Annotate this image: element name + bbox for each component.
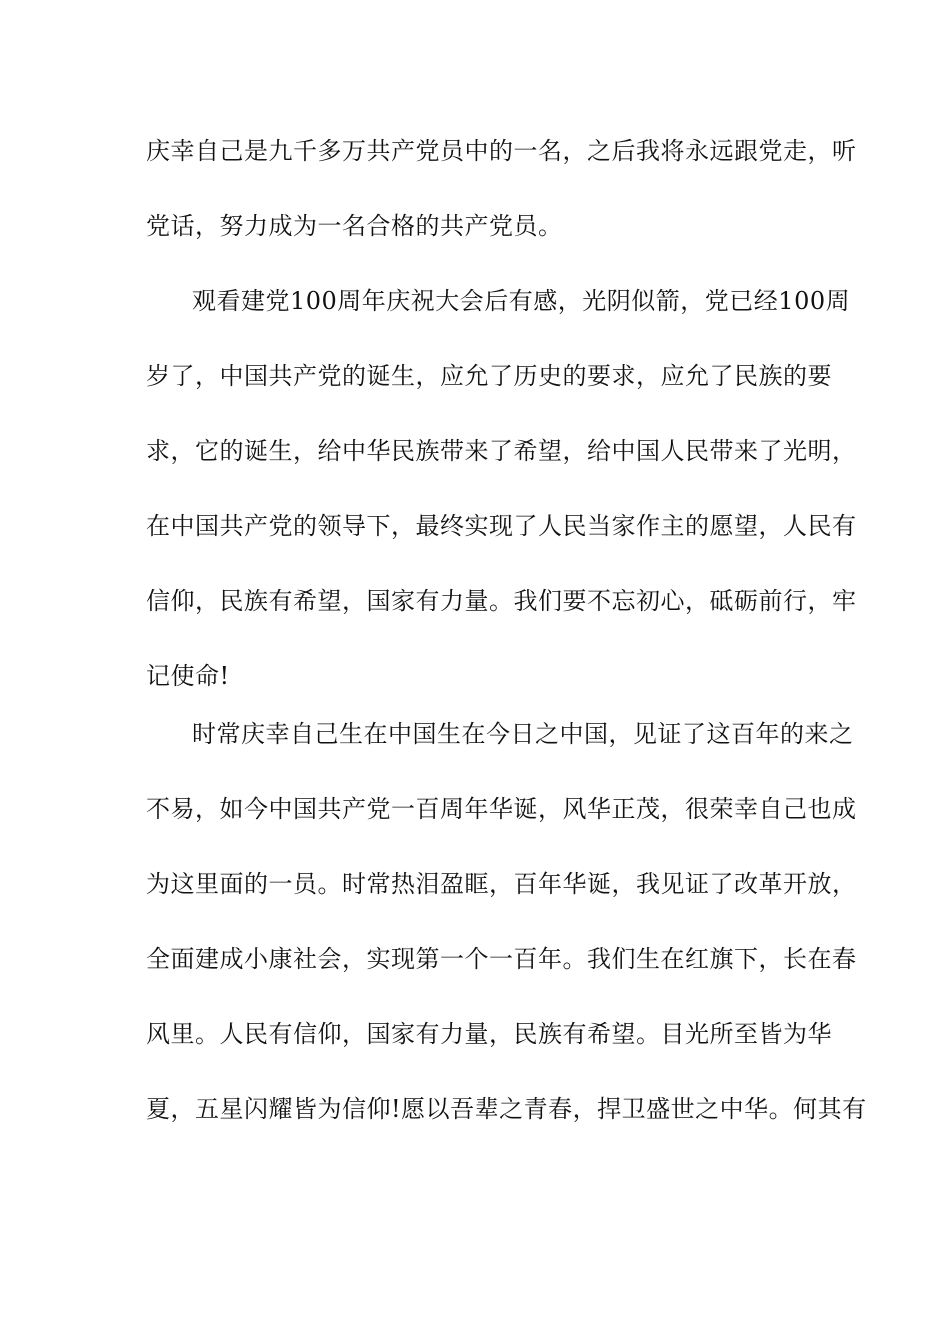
text-line: 岁了，中国共产党的诞生，应允了历史的要求，应允了民族的要 — [146, 362, 832, 390]
text-line: 求，它的诞生，给中华民族带来了希望，给中国人民带来了光明， — [146, 437, 857, 465]
text-line: 记使命! — [146, 662, 230, 690]
text-line: 在中国共产党的领导下，最终实现了人民当家作主的愿望，人民有 — [146, 512, 857, 540]
text-line: 为这里面的一员。时常热泪盈眶，百年华诞，我见证了改革开放， — [146, 870, 857, 898]
text-line: 党话，努力成为一名合格的共产党员。 — [146, 212, 563, 240]
paragraph-start-line: 观看建党100周年庆祝大会后有感，光阴似箭，党已经100周 — [192, 287, 851, 315]
text-line: 信仰，民族有希望，国家有力量。我们要不忘初心，砥砺前行，牢 — [146, 587, 857, 615]
text-line: 全面建成小康社会，实现第一个一百年。我们生在红旗下，长在春 — [146, 945, 857, 973]
text-line: 不易，如今中国共产党一百周年华诞，风华正茂，很荣幸自己也成 — [146, 795, 857, 823]
text-line: 夏，五星闪耀皆为信仰!愿以吾辈之青春，捍卫盛世之中华。何其有 — [146, 1095, 867, 1123]
text-line: 庆幸自己是九千多万共产党员中的一名，之后我将永远跟党走，听 — [146, 137, 857, 165]
paragraph-start-line: 时常庆幸自己生在中国生在今日之中国，见证了这百年的来之 — [192, 720, 854, 748]
text-line: 风里。人民有信仰，国家有力量，民族有希望。目光所至皆为华 — [146, 1020, 832, 1048]
